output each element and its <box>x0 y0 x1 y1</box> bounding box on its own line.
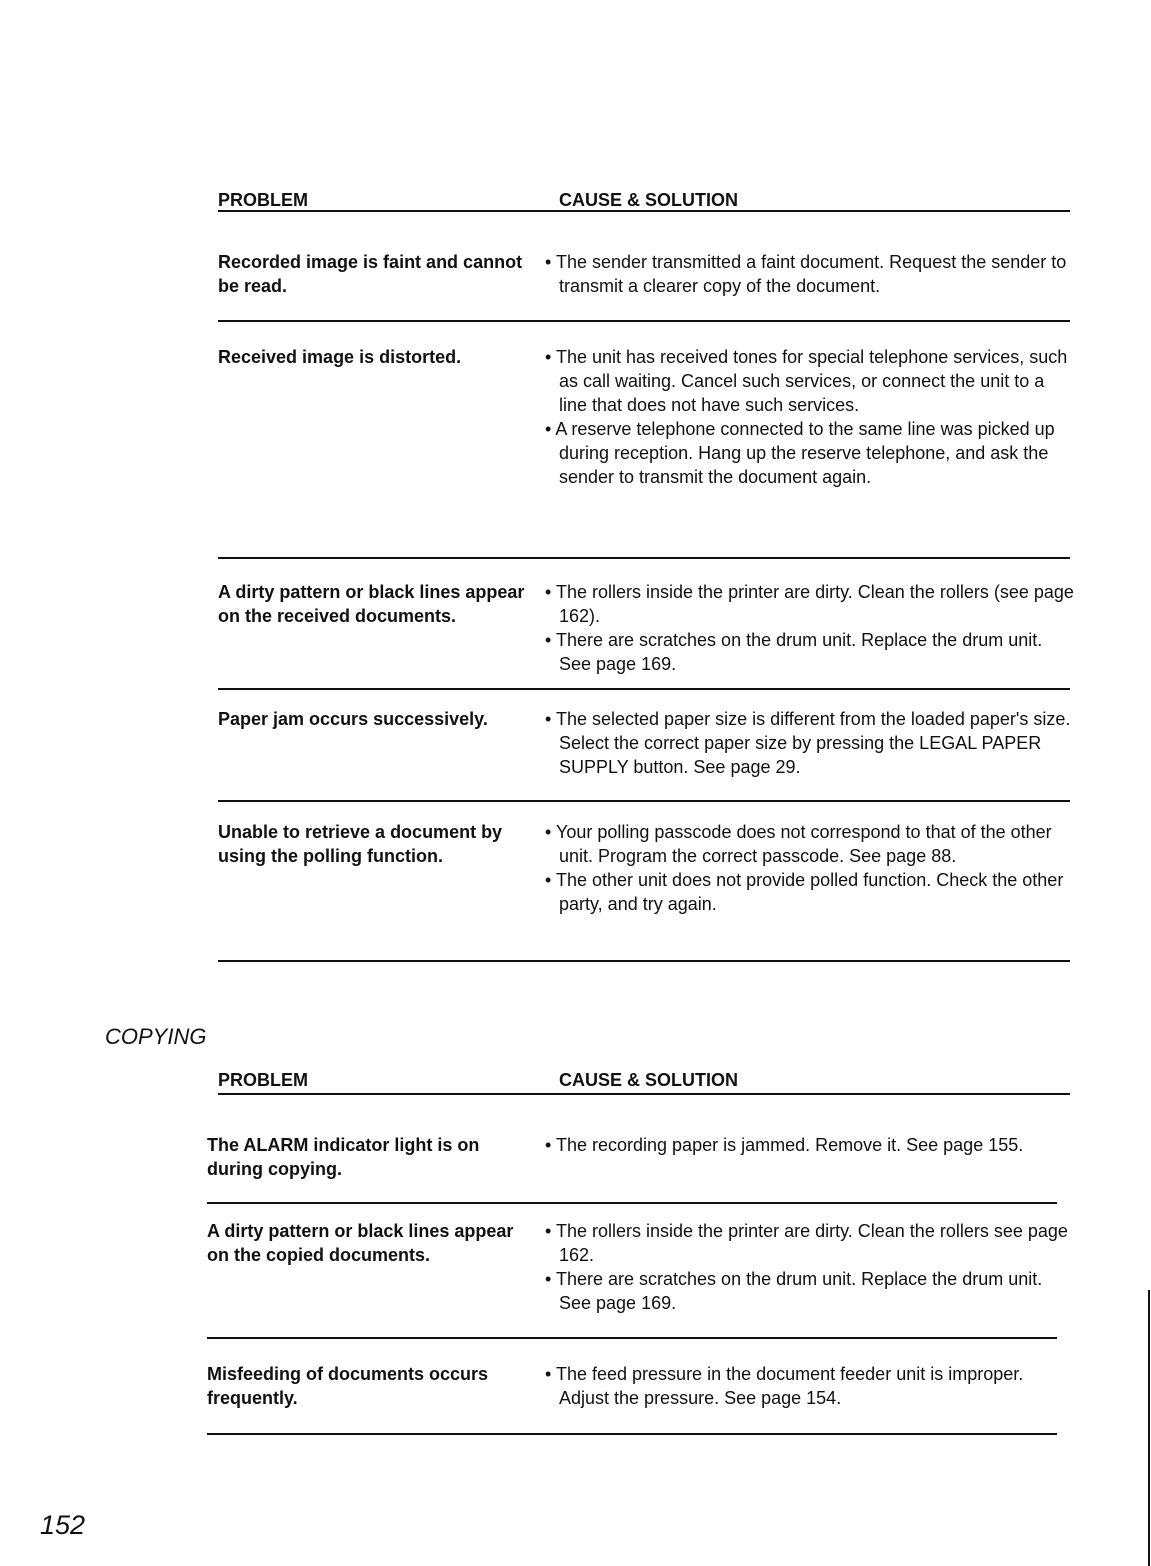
solution-item: • A reserve telephone connected to the same line was picked up during reception. Hang up the reserve telephone, and ask the sender to transmit the document again. <box>545 417 1075 489</box>
solution-list <box>545 580 1075 676</box>
solution-list <box>545 345 1075 489</box>
solution-list <box>545 1362 1075 1410</box>
solution-list <box>545 707 1075 779</box>
row-divider <box>207 1433 1057 1435</box>
solution-item: • The selected paper size is different from the loaded paper's size. Select the correct paper size by pressing the LEGAL PAPER SUPPLY button. See page 29. <box>545 707 1075 779</box>
header-rule <box>218 210 1070 212</box>
solution-item: • The unit has received tones for special telephone services, such as call waiting. Cancel such services, or connect the unit to a line that does not have such services. <box>545 345 1075 417</box>
row-divider <box>218 800 1070 802</box>
row-divider <box>218 557 1070 559</box>
solution-list <box>545 250 1075 298</box>
row-divider <box>218 320 1070 322</box>
solution-item: • The feed pressure in the document feeder unit is improper. Adjust the pressure. See page 154. <box>545 1362 1075 1410</box>
solution-item: • There are scratches on the drum unit. Replace the drum unit. See page 169. <box>545 628 1075 676</box>
problem-text: A dirty pattern or black lines appear on the copied documents. <box>207 1221 514 1265</box>
solution-item: • The sender transmitted a faint document. Request the sender to transmit a clearer copy of the document. <box>545 250 1075 298</box>
problem-header: PROBLEM <box>218 1070 308 1090</box>
problem-text: A dirty pattern or black lines appear on the received documents. <box>218 582 525 626</box>
problem-text: The ALARM indicator light is on during copying. <box>207 1135 480 1179</box>
page-edge <box>1148 1290 1150 1566</box>
solution-list <box>545 1133 1075 1157</box>
solution-item: • The rollers inside the printer are dirty. Clean the rollers see page 162. <box>545 1219 1075 1267</box>
solution-item: • The rollers inside the printer are dirty. Clean the rollers (see page 162). <box>545 580 1075 628</box>
solution-list <box>545 1219 1075 1315</box>
problem-text: Recorded image is faint and cannot be read. <box>218 252 523 296</box>
row-divider <box>207 1337 1057 1339</box>
header-rule <box>218 1093 1070 1095</box>
problem-text: Paper jam occurs successively. <box>218 709 488 729</box>
solution-item: • There are scratches on the drum unit. Replace the drum unit. See page 169. <box>545 1267 1075 1315</box>
problem-text: Received image is distorted. <box>218 347 462 367</box>
problem-text: Misfeeding of documents occurs frequently. <box>207 1364 489 1408</box>
problem-header: PROBLEM <box>218 190 308 210</box>
solution-item: • Your polling passcode does not correspond to that of the other unit. Program the correct passcode. See page 88. <box>545 820 1075 868</box>
solution-item: • The other unit does not provide polled function. Check the other party, and try again. <box>545 868 1075 916</box>
section-title: COPYING <box>105 1024 207 1049</box>
row-divider <box>207 1202 1057 1204</box>
cause-header: CAUSE & SOLUTION <box>559 190 739 210</box>
solution-item: • The recording paper is jammed. Remove it. See page 155. <box>545 1133 1075 1157</box>
page-number: 152 <box>40 1510 86 1540</box>
row-divider <box>218 960 1070 962</box>
row-divider <box>218 688 1070 690</box>
cause-header: CAUSE & SOLUTION <box>559 1070 739 1090</box>
solution-list <box>545 820 1075 916</box>
problem-text: Unable to retrieve a document by using the polling function. <box>218 822 503 866</box>
